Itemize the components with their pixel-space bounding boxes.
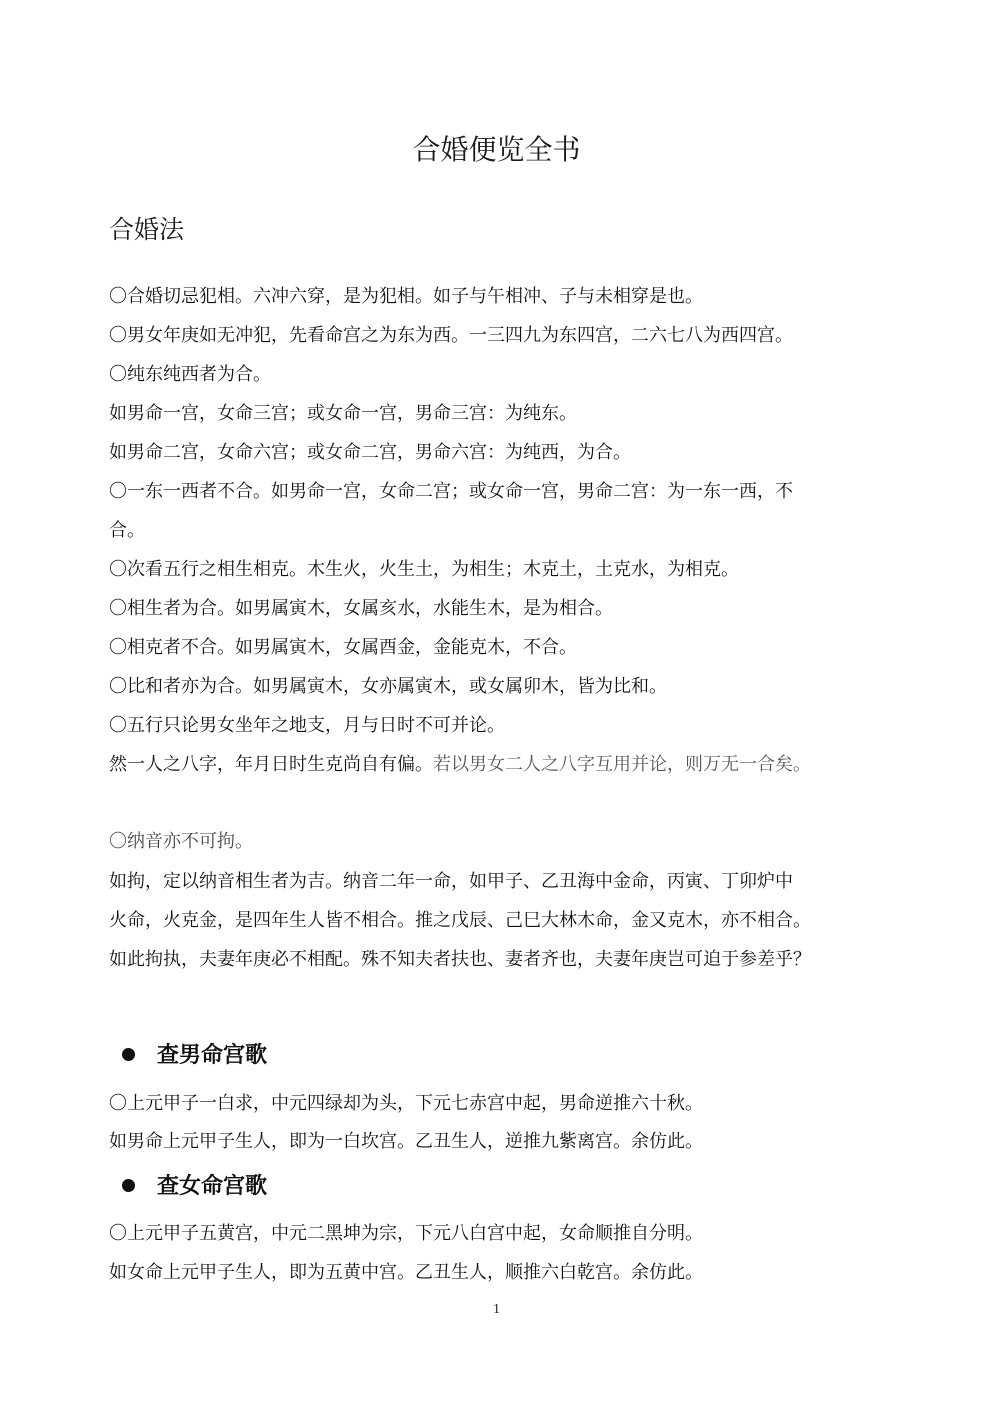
paragraph-line — [109, 752, 811, 778]
bullet-icon — [122, 1048, 135, 1061]
paragraph-line: 〇合婚切忌犯相。六冲六穿，是为犯相。如子与午相冲、子与未相穿是也。 — [109, 286, 703, 307]
female-palace-line: 〇上元甲子五黄宫，中元二黑坤为宗，下元八白宫中起，女命顺推自分明。 — [109, 1223, 703, 1244]
paragraph-line: 〇比和者亦为合。如男属寅木，女亦属寅木，或女属卯木，皆为比和。 — [109, 676, 667, 697]
male-palace-heading-text: 查男命宫歌 — [157, 1043, 268, 1068]
male-palace-line: 〇上元甲子一白求，中元四绿却为头，下元七赤宫中起，男命逆推六十秋。 — [109, 1093, 703, 1114]
section-heading: 合婚法 — [109, 215, 185, 244]
paragraph-line: 〇相生者为合。如男属寅木，女属亥水，水能生木，是为相合。 — [109, 598, 613, 619]
nayin-line: 如此拘执，夫妻年庚必不相配。殊不知夫者扶也、妻者齐也，夫妻年庚岂可迫于参差乎？ — [109, 949, 811, 970]
page-number: 1 — [493, 1302, 500, 1317]
paragraph-line: 〇次看五行之相生相克。木生火，火生土，为相生；木克土，土克水，为相克。 — [109, 559, 739, 580]
paragraph-line: 合。 — [109, 520, 145, 541]
bullet-icon — [122, 1179, 135, 1192]
paragraph-line: 〇男女年庚如无冲犯，先看命宫之为东为西。一三四九为东四宫，二六七八为西四宫。 — [109, 325, 793, 346]
paragraph-line: 〇五行只论男女坐年之地支，月与日时不可并论。 — [109, 715, 505, 736]
nayin-line: 如拘，定以纳音相生者为吉。纳音二年一命，如甲子、乙丑海中金命，丙寅、丁卯炉中 — [109, 871, 793, 892]
male-palace-line: 如男命上元甲子生人，即为一白坎宫。乙丑生人，逆推九紫离宫。余仿此。 — [109, 1131, 703, 1152]
paragraph-line: 〇相克者不合。如男属寅木，女属酉金，金能克木，不合。 — [109, 637, 577, 658]
nayin-intro: 〇纳音亦不可拘。 — [109, 831, 253, 852]
paragraph-line: 〇纯东纯西者为合。 — [109, 364, 271, 385]
female-palace-heading-text: 查女命宫歌 — [157, 1174, 268, 1199]
line-segment-muted: 若以男女二人之八字互用并论，则万无一合矣。 — [433, 754, 811, 775]
female-palace-heading — [122, 1172, 267, 1202]
paragraph-line: 如男命二宫，女命六宫；或女命二宫，男命六宫：为纯西，为合。 — [109, 442, 631, 463]
document-title: 合婚便览全书 — [412, 133, 581, 166]
female-palace-line: 如女命上元甲子生人，即为五黄中宫。乙丑生人，顺推六白乾宫。余仿此。 — [109, 1262, 703, 1283]
male-palace-heading — [122, 1041, 267, 1071]
line-segment: 然一人之八字，年月日时生克尚自有偏。 — [109, 754, 433, 775]
paragraph-line: 〇一东一西者不合。如男命一宫，女命二宫；或女命一宫，男命二宫：为一东一西，不 — [109, 481, 793, 502]
paragraph-line: 如男命一宫，女命三宫；或女命一宫，男命三宫：为纯东。 — [109, 403, 577, 424]
nayin-line: 火命，火克金，是四年生人皆不相合。推之戊辰、己巳大林木命，金又克木，亦不相合。 — [109, 910, 811, 931]
